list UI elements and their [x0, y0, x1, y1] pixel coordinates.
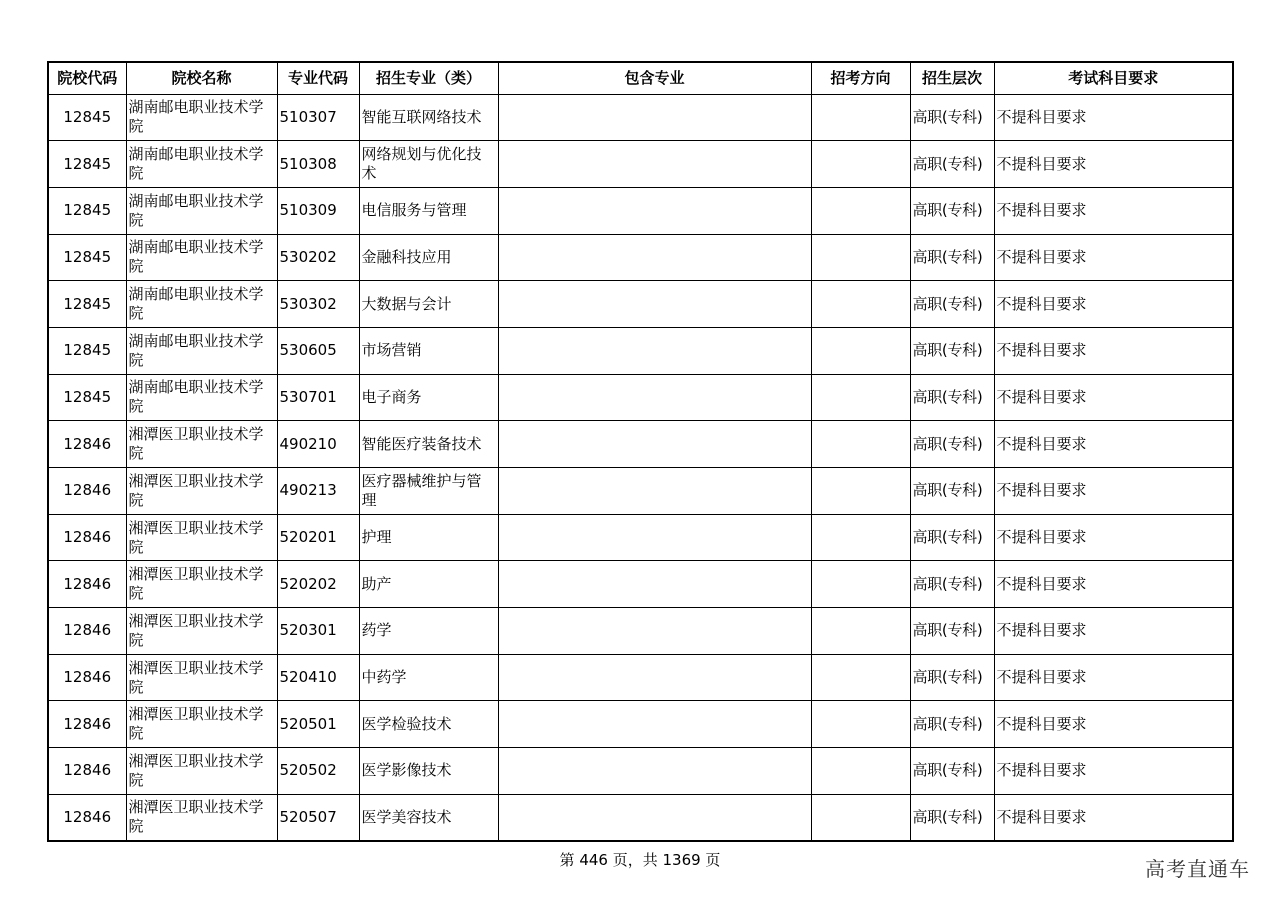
cell-major: 护理	[359, 514, 498, 561]
header-level: 招生层次	[910, 62, 994, 94]
cell-major: 智能医疗装备技术	[359, 421, 498, 468]
cell-requirement: 不提科目要求	[994, 608, 1233, 655]
cell-requirement: 不提科目要求	[994, 141, 1233, 188]
cell-included-majors	[498, 94, 811, 141]
cell-major: 智能互联网络技术	[359, 94, 498, 141]
table-header-row	[48, 62, 1233, 94]
cell-major: 金融科技应用	[359, 234, 498, 281]
cell-direction	[811, 654, 910, 701]
cell-major-code: 510307	[277, 94, 359, 141]
cell-school-name: 湖南邮电职业技术学院	[126, 234, 277, 281]
cell-included-majors	[498, 748, 811, 795]
cell-major: 医学检验技术	[359, 701, 498, 748]
cell-level: 高职(专科)	[910, 374, 994, 421]
table-row	[48, 141, 1233, 188]
table-row	[48, 468, 1233, 515]
cell-school-code: 12846	[48, 654, 126, 701]
cell-major: 药学	[359, 608, 498, 655]
table-row	[48, 421, 1233, 468]
cell-direction	[811, 141, 910, 188]
cell-included-majors	[498, 421, 811, 468]
cell-school-name: 湘潭医卫职业技术学院	[126, 701, 277, 748]
table-body	[48, 94, 1233, 841]
header-major: 招生专业（类）	[359, 62, 498, 94]
cell-school-code: 12845	[48, 327, 126, 374]
cell-included-majors	[498, 654, 811, 701]
cell-school-name: 湘潭医卫职业技术学院	[126, 421, 277, 468]
cell-requirement: 不提科目要求	[994, 187, 1233, 234]
cell-requirement: 不提科目要求	[994, 514, 1233, 561]
cell-level: 高职(专科)	[910, 281, 994, 328]
cell-major-code: 520507	[277, 794, 359, 841]
cell-level: 高职(专科)	[910, 794, 994, 841]
cell-school-name: 湖南邮电职业技术学院	[126, 374, 277, 421]
cell-included-majors	[498, 281, 811, 328]
cell-level: 高职(专科)	[910, 561, 994, 608]
cell-direction	[811, 327, 910, 374]
cell-school-name: 湖南邮电职业技术学院	[126, 187, 277, 234]
cell-major: 医学影像技术	[359, 748, 498, 795]
cell-direction	[811, 187, 910, 234]
cell-direction	[811, 561, 910, 608]
cell-direction	[811, 514, 910, 561]
cell-level: 高职(专科)	[910, 327, 994, 374]
cell-major: 助产	[359, 561, 498, 608]
cell-requirement: 不提科目要求	[994, 421, 1233, 468]
cell-direction	[811, 608, 910, 655]
cell-level: 高职(专科)	[910, 234, 994, 281]
cell-direction	[811, 701, 910, 748]
cell-school-code: 12846	[48, 468, 126, 515]
cell-requirement: 不提科目要求	[994, 374, 1233, 421]
cell-included-majors	[498, 187, 811, 234]
cell-major: 市场营销	[359, 327, 498, 374]
cell-requirement: 不提科目要求	[994, 234, 1233, 281]
cell-major: 医学美容技术	[359, 794, 498, 841]
cell-major-code: 520202	[277, 561, 359, 608]
admissions-table	[47, 61, 1234, 842]
table-row	[48, 94, 1233, 141]
cell-level: 高职(专科)	[910, 514, 994, 561]
cell-school-code: 12845	[48, 141, 126, 188]
cell-major-code: 530202	[277, 234, 359, 281]
cell-requirement: 不提科目要求	[994, 561, 1233, 608]
cell-school-code: 12846	[48, 748, 126, 795]
cell-included-majors	[498, 608, 811, 655]
cell-major-code: 490213	[277, 468, 359, 515]
cell-major-code: 520410	[277, 654, 359, 701]
watermark-text: 高考直通车	[1145, 857, 1250, 881]
cell-major: 中药学	[359, 654, 498, 701]
cell-major: 大数据与会计	[359, 281, 498, 328]
cell-school-code: 12845	[48, 374, 126, 421]
cell-school-code: 12846	[48, 514, 126, 561]
cell-school-name: 湘潭医卫职业技术学院	[126, 794, 277, 841]
header-direction: 招考方向	[811, 62, 910, 94]
cell-major-code: 490210	[277, 421, 359, 468]
table-row	[48, 701, 1233, 748]
cell-major-code: 530701	[277, 374, 359, 421]
cell-school-code: 12846	[48, 561, 126, 608]
header-included-majors: 包含专业	[498, 62, 811, 94]
cell-school-name: 湘潭医卫职业技术学院	[126, 748, 277, 795]
cell-requirement: 不提科目要求	[994, 701, 1233, 748]
table-row	[48, 608, 1233, 655]
cell-included-majors	[498, 794, 811, 841]
table-row	[48, 374, 1233, 421]
cell-major-code: 520501	[277, 701, 359, 748]
cell-school-name: 湖南邮电职业技术学院	[126, 281, 277, 328]
header-school-code: 院校代码	[48, 62, 126, 94]
cell-included-majors	[498, 468, 811, 515]
cell-school-code: 12845	[48, 281, 126, 328]
cell-direction	[811, 794, 910, 841]
table-row	[48, 561, 1233, 608]
cell-direction	[811, 281, 910, 328]
page-number: 第 446 页，共 1369 页	[559, 851, 721, 869]
table-row	[48, 234, 1233, 281]
table-row	[48, 514, 1233, 561]
cell-level: 高职(专科)	[910, 748, 994, 795]
cell-included-majors	[498, 141, 811, 188]
cell-level: 高职(专科)	[910, 94, 994, 141]
cell-school-code: 12846	[48, 421, 126, 468]
cell-school-name: 湖南邮电职业技术学院	[126, 141, 277, 188]
cell-requirement: 不提科目要求	[994, 281, 1233, 328]
cell-school-code: 12846	[48, 794, 126, 841]
cell-direction	[811, 421, 910, 468]
cell-direction	[811, 234, 910, 281]
cell-school-name: 湘潭医卫职业技术学院	[126, 654, 277, 701]
cell-major-code: 520201	[277, 514, 359, 561]
cell-level: 高职(专科)	[910, 654, 994, 701]
header-major-code: 专业代码	[277, 62, 359, 94]
table-row	[48, 748, 1233, 795]
cell-direction	[811, 94, 910, 141]
cell-direction	[811, 374, 910, 421]
cell-requirement: 不提科目要求	[994, 748, 1233, 795]
cell-major-code: 530302	[277, 281, 359, 328]
cell-school-code: 12846	[48, 701, 126, 748]
cell-included-majors	[498, 234, 811, 281]
cell-requirement: 不提科目要求	[994, 468, 1233, 515]
cell-requirement: 不提科目要求	[994, 94, 1233, 141]
table-row	[48, 654, 1233, 701]
cell-major-code: 510309	[277, 187, 359, 234]
cell-school-name: 湘潭医卫职业技术学院	[126, 561, 277, 608]
cell-level: 高职(专科)	[910, 187, 994, 234]
cell-major: 电子商务	[359, 374, 498, 421]
cell-major: 电信服务与管理	[359, 187, 498, 234]
cell-school-code: 12845	[48, 94, 126, 141]
cell-school-code: 12845	[48, 234, 126, 281]
cell-level: 高职(专科)	[910, 468, 994, 515]
cell-school-name: 湖南邮电职业技术学院	[126, 94, 277, 141]
cell-major: 网络规划与优化技术	[359, 141, 498, 188]
table-row	[48, 281, 1233, 328]
cell-requirement: 不提科目要求	[994, 327, 1233, 374]
cell-included-majors	[498, 514, 811, 561]
cell-major-code: 520301	[277, 608, 359, 655]
cell-included-majors	[498, 701, 811, 748]
cell-major: 医疗器械维护与管理	[359, 468, 498, 515]
cell-level: 高职(专科)	[910, 701, 994, 748]
table-row	[48, 187, 1233, 234]
table-row	[48, 327, 1233, 374]
cell-direction	[811, 748, 910, 795]
cell-level: 高职(专科)	[910, 141, 994, 188]
cell-level: 高职(专科)	[910, 421, 994, 468]
cell-included-majors	[498, 374, 811, 421]
cell-included-majors	[498, 327, 811, 374]
cell-major-code: 530605	[277, 327, 359, 374]
cell-requirement: 不提科目要求	[994, 654, 1233, 701]
cell-requirement: 不提科目要求	[994, 794, 1233, 841]
header-requirement: 考试科目要求	[994, 62, 1233, 94]
cell-direction	[811, 468, 910, 515]
cell-school-name: 湘潭医卫职业技术学院	[126, 608, 277, 655]
cell-school-code: 12845	[48, 187, 126, 234]
cell-major-code: 510308	[277, 141, 359, 188]
cell-school-name: 湘潭医卫职业技术学院	[126, 468, 277, 515]
cell-school-name: 湘潭医卫职业技术学院	[126, 514, 277, 561]
header-school-name: 院校名称	[126, 62, 277, 94]
cell-level: 高职(专科)	[910, 608, 994, 655]
cell-school-name: 湖南邮电职业技术学院	[126, 327, 277, 374]
table-row	[48, 794, 1233, 841]
cell-major-code: 520502	[277, 748, 359, 795]
cell-included-majors	[498, 561, 811, 608]
cell-school-code: 12846	[48, 608, 126, 655]
